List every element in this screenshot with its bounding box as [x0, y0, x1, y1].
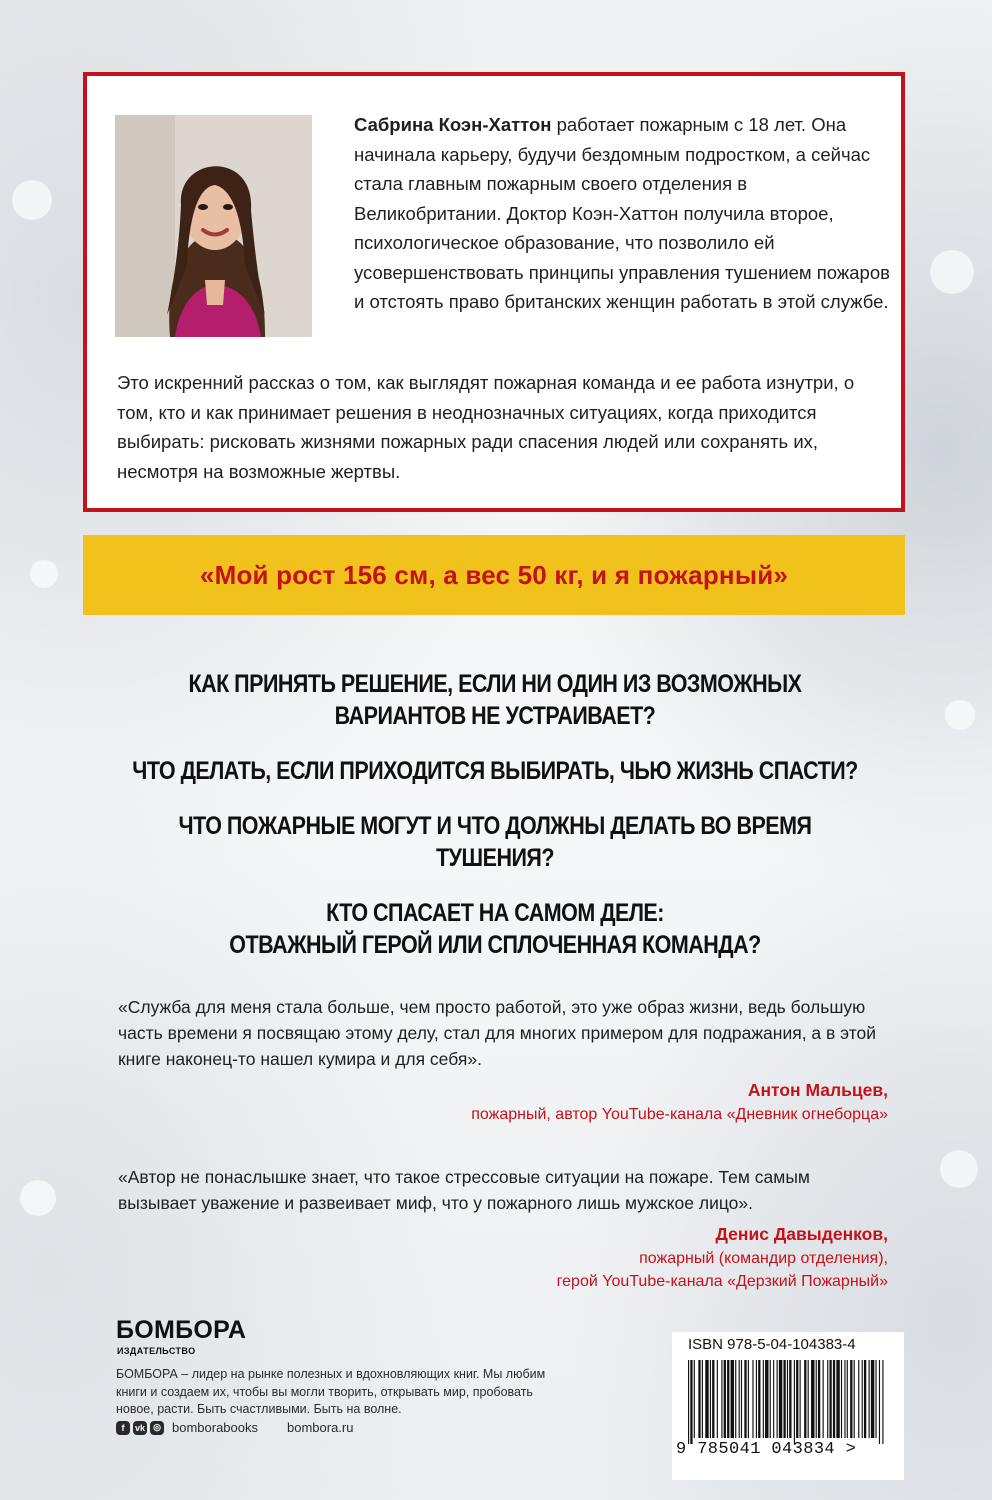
publisher-logo-subtitle: ИЗДАТЕЛЬСТВО	[117, 1346, 196, 1356]
barcode-bar	[717, 1360, 718, 1438]
isbn-barcode-box	[672, 1332, 904, 1480]
author-box	[83, 72, 905, 512]
quote-banner	[83, 535, 905, 615]
barcode-bar	[827, 1360, 828, 1438]
barcode-bar	[735, 1360, 736, 1438]
barcode-number: 9 785041 043834 >	[676, 1440, 857, 1459]
author-bio-text: работает пожарным с 18 лет. Она начинала карьеру, будучи бездомным подростком, а сейчас стала главным пожарным своего отделения в Великобритании. Доктор Коэн-Хаттон получила второе, психологическое образование, что позволило ей усовершенствовать принципы управления тушением пожаров и отстоять право британских женщин работать в этой службе.	[354, 114, 890, 312]
testimonial-role: пожарный (командир отделения),	[639, 1250, 888, 1267]
background-bokeh	[940, 1150, 978, 1188]
testimonial	[118, 1164, 888, 1293]
barcode-bar	[823, 1360, 824, 1438]
barcode-bar	[789, 1360, 791, 1438]
barcode-bar	[794, 1360, 795, 1444]
barcode-bar	[808, 1360, 809, 1438]
isbn-label: ISBN 978-5-04-104383-4	[688, 1336, 856, 1353]
question-item: КТО СПАСАЕТ НА САМОМ ДЕЛЕ: ОТВАЖНЫЙ ГЕРОЙ ИЛИ СПЛОЧЕННАЯ КОМАНДА?	[229, 899, 761, 959]
barcode-bar	[858, 1360, 859, 1438]
barcode-bar	[836, 1360, 839, 1438]
barcode-bar	[763, 1360, 764, 1438]
publisher-description: БОМБОРА – лидер на рынке полезных и вдохновляющих книг. Мы любим книги и создаем их, чтобы вы могли творить, открывать мир, пробовать новое, расти. Быть счастливыми. Быть на волне.	[116, 1367, 546, 1416]
author-photo-illustration	[115, 115, 312, 337]
barcode-bar	[816, 1360, 817, 1438]
banner-quote: «Мой рост 156 см, а вес 50 кг, и я пожарный»	[199, 559, 789, 590]
barcode-bar	[844, 1360, 845, 1438]
social-handle[interactable]: bomborabooks	[172, 1420, 258, 1435]
barcode-bar	[787, 1360, 788, 1438]
question-item: ЧТО ПОЖАРНЫЕ МОГУТ И ЧТО ДОЛЖНЫ ДЕЛАТЬ ВО ВРЕМЯ ТУШЕНИЯ?	[178, 812, 812, 872]
barcode-bar	[833, 1360, 835, 1438]
testimonial-quote: «Автор не понаслышке знает, что такое стрессовые ситуации на пожаре. Тем самым вызывает уважение и развеивает миф, что у пожарного лишь мужское лицо».	[118, 1167, 810, 1213]
question-item: ЧТО ДЕЛАТЬ, ЕСЛИ ПРИХОДИТСЯ ВЫБИРАТЬ, ЧЬЮ ЖИЗНЬ СПАСТИ?	[132, 757, 858, 785]
book-description: Это искренний рассказ о том, как выглядят пожарная команда и ее работа изнутри, о том, кто и как принимает решения в неоднозначных ситуациях, когда приходится выбирать: рисковать жизнями пожарных ради спасения людей или сохранять их, несмотря на возможные жертвы.	[117, 372, 855, 482]
background-bokeh	[20, 1180, 56, 1216]
author-name: Сабрина Коэн-Хаттон	[354, 114, 552, 135]
barcode-bar	[739, 1360, 740, 1438]
background-bokeh	[30, 560, 58, 588]
barcode-bar	[773, 1360, 774, 1438]
barcode-bar	[875, 1360, 876, 1438]
barcode-bar	[882, 1360, 883, 1444]
social-links	[116, 1420, 258, 1435]
barcode-bar	[841, 1360, 842, 1438]
barcode-bar	[690, 1360, 692, 1444]
barcode-bar	[724, 1360, 726, 1438]
barcode-bar	[777, 1360, 778, 1438]
barcode-bar	[710, 1360, 711, 1438]
background-bokeh	[930, 250, 974, 294]
barcode-bar	[756, 1360, 757, 1438]
barcode-bar	[796, 1360, 798, 1438]
background-bokeh	[12, 180, 52, 220]
barcode-bar	[818, 1360, 820, 1438]
barcode-bar	[712, 1360, 714, 1438]
barcode-bar	[688, 1360, 689, 1444]
barcode-bar	[779, 1360, 782, 1438]
barcode-bar	[744, 1360, 746, 1438]
barcode-bar	[829, 1360, 831, 1438]
author-portrait	[115, 115, 312, 337]
barcode-bar	[864, 1360, 866, 1438]
testimonial-quote: «Служба для меня стала больше, чем просто работой, это уже образ жизни, ведь большую часть времени я посвящаю этому делу, стал для многих примером для подражания, а в этой книге наконец-то нашел кумира и для себя».	[118, 997, 877, 1069]
barcode-bar	[748, 1360, 749, 1438]
barcode-bar	[705, 1360, 708, 1438]
author-bio	[354, 110, 894, 317]
barcode-bar	[871, 1360, 874, 1438]
barcode-bar	[731, 1360, 734, 1438]
instagram-icon[interactable]: ◎	[150, 1421, 164, 1435]
barcode-bar	[879, 1360, 880, 1444]
testimonial-role: пожарный, автор YouTube-канала «Дневник огнеборца»	[471, 1106, 888, 1123]
barcode-bar	[850, 1360, 852, 1438]
barcode-bar	[721, 1360, 722, 1438]
barcode-bar	[800, 1360, 801, 1438]
barcode-bar	[770, 1360, 771, 1438]
barcode-bar	[765, 1360, 768, 1438]
facebook-icon[interactable]: f	[116, 1421, 130, 1435]
testimonial-role-2: герой YouTube-канала «Дерзкий Пожарный»	[556, 1273, 888, 1290]
publisher-logo: БОМБОРА	[116, 1316, 247, 1344]
barcode-bar	[854, 1360, 855, 1438]
barcode-bar	[758, 1360, 760, 1438]
barcode-bar	[694, 1360, 695, 1438]
question-item: КАК ПРИНЯТЬ РЕШЕНИЕ, ЕСЛИ НИ ОДИН ИЗ ВОЗМОЖНЫХ ВАРИАНТОВ НЕ УСТРАИВАЕТ?	[188, 670, 802, 730]
testimonial	[118, 994, 888, 1126]
barcode-bar	[702, 1360, 703, 1438]
vk-icon[interactable]: vk	[134, 1422, 145, 1433]
barcode-bar	[752, 1360, 753, 1438]
testimonial-author: Денис Давыденков,	[715, 1224, 888, 1244]
barcode-bar	[783, 1360, 785, 1438]
barcode-bar	[869, 1360, 870, 1438]
barcode-bar	[811, 1360, 814, 1438]
barcode-bar	[847, 1360, 848, 1438]
barcode-graphic	[686, 1360, 886, 1444]
barcode-bar	[741, 1360, 742, 1438]
barcode-bar	[804, 1360, 806, 1438]
question-list	[60, 668, 930, 984]
barcode-bar	[727, 1360, 729, 1438]
barcode-bar	[698, 1360, 700, 1438]
background-bokeh	[945, 700, 975, 730]
testimonial-author: Антон Мальцев,	[747, 1080, 888, 1100]
barcode-bar	[862, 1360, 863, 1438]
publisher-website[interactable]: bombora.ru	[287, 1420, 354, 1435]
